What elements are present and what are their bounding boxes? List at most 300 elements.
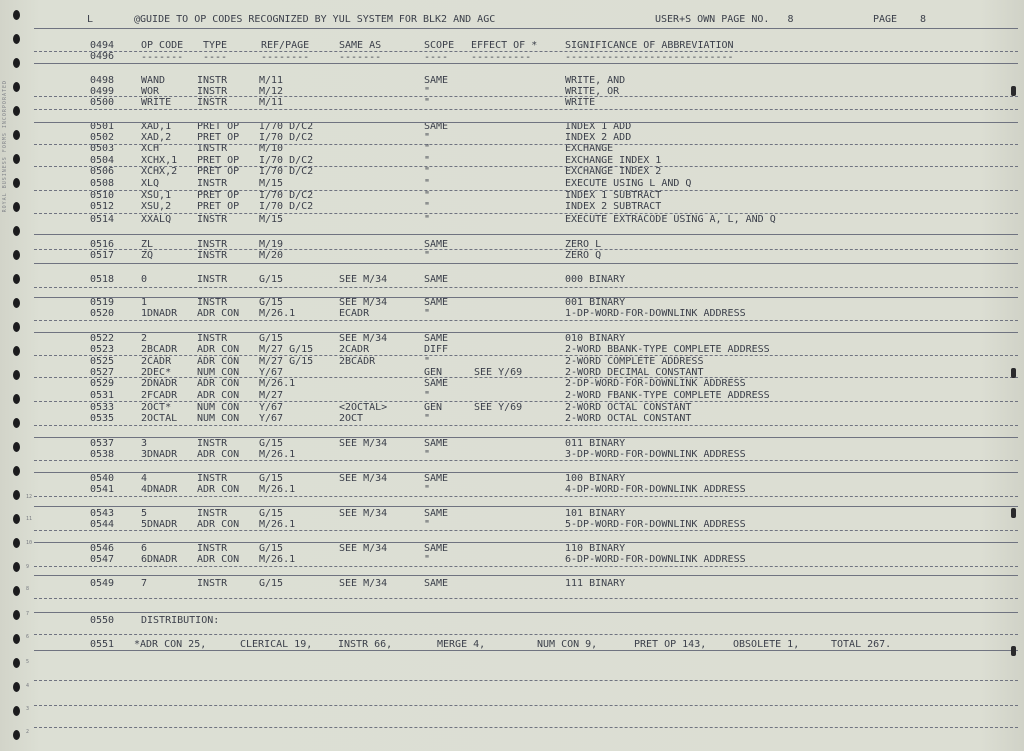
- tractor-hole: [13, 586, 20, 596]
- form-rule: [34, 355, 1018, 356]
- row-significance: EXECUTE EXTRACODE USING A, L, AND Q: [565, 214, 776, 225]
- row-scope: ": [424, 390, 431, 401]
- dash-effect: ----------: [471, 52, 532, 63]
- row-ref: I/70 D/C2: [259, 166, 314, 177]
- page-number: 8: [920, 14, 927, 25]
- row-number: 0525: [90, 356, 115, 367]
- row-type: ADR CON: [197, 378, 240, 389]
- row-type: ADR CON: [197, 356, 240, 367]
- row-type: INSTR: [197, 239, 228, 250]
- row-scope: SAME: [424, 473, 449, 484]
- row-number: 0540: [90, 473, 115, 484]
- row-type: INSTR: [197, 274, 228, 285]
- row-scope: ": [424, 554, 431, 565]
- row-significance: ZERO L: [565, 239, 602, 250]
- row-significance: WRITE, AND: [565, 75, 626, 86]
- tractor-hole: [13, 538, 20, 548]
- tractor-hole: [13, 34, 20, 44]
- tractor-hole: [13, 634, 20, 644]
- dash-scope: ----: [424, 52, 449, 63]
- row-same-as: SEE M/34: [339, 438, 388, 449]
- row-type: NUM CON: [197, 413, 240, 424]
- row-scope: ": [424, 214, 431, 225]
- form-rule: [34, 122, 1018, 123]
- row-type: INSTR: [197, 297, 228, 308]
- distribution-label: DISTRIBUTION:: [141, 615, 220, 626]
- tractor-hole: [13, 418, 20, 428]
- form-rule: [34, 634, 1018, 635]
- row-type: INSTR: [197, 75, 228, 86]
- row-number: 0506: [90, 166, 115, 177]
- row-ref: Y/67: [259, 413, 284, 424]
- form-rule: [34, 297, 1018, 298]
- row-same-as: SEE M/34: [339, 508, 388, 519]
- row-number: 0510: [90, 190, 115, 201]
- tractor-hole: [13, 514, 20, 524]
- form-rule: [34, 612, 1018, 613]
- row-opcode: 2OCTAL: [141, 413, 178, 424]
- row-significance: 4-DP-WORD-FOR-DOWNLINK ADDRESS: [565, 484, 746, 495]
- row-same-as: SEE M/34: [339, 578, 388, 589]
- row-scope: GEN: [424, 402, 443, 413]
- right-edge-mark: [1011, 646, 1016, 656]
- row-number: 0544: [90, 519, 115, 530]
- row-scope: ": [424, 484, 431, 495]
- form-rule: [34, 109, 1018, 110]
- row-ref: G/15: [259, 274, 284, 285]
- tractor-hole: [13, 442, 20, 452]
- row-number: 0538: [90, 449, 115, 460]
- total-pret-op: PRET OP 143,: [634, 639, 707, 650]
- row-significance: WRITE: [565, 97, 596, 108]
- row-type: ADR CON: [197, 484, 240, 495]
- row-type: INSTR: [197, 473, 228, 484]
- row-number: 0529: [90, 378, 115, 389]
- row-type: INSTR: [197, 97, 228, 108]
- distribution-number: 0550: [90, 615, 115, 626]
- tractor-hole: [13, 706, 20, 716]
- form-rule: [34, 472, 1018, 473]
- row-significance: 2-DP-WORD-FOR-DOWNLINK ADDRESS: [565, 378, 746, 389]
- tractor-hole: [13, 106, 20, 116]
- row-number: 0531: [90, 390, 115, 401]
- row-opcode: 2FCADR: [141, 390, 178, 401]
- row-scope: ": [424, 250, 431, 261]
- form-rule: [34, 287, 1018, 288]
- row-opcode: WAND: [141, 75, 166, 86]
- row-significance: 6-DP-WORD-FOR-DOWNLINK ADDRESS: [565, 554, 746, 565]
- row-opcode: 4: [141, 473, 148, 484]
- row-significance: 5-DP-WORD-FOR-DOWNLINK ADDRESS: [565, 519, 746, 530]
- row-number: 0522: [90, 333, 115, 344]
- row-significance: 000 BINARY: [565, 274, 626, 285]
- row-type: ADR CON: [197, 390, 240, 401]
- row-significance: 110 BINARY: [565, 543, 626, 554]
- row-ref: M/26.1: [259, 308, 296, 319]
- row-significance: INDEX 2 SUBTRACT: [565, 201, 662, 212]
- row-scope: SAME: [424, 378, 449, 389]
- tractor-hole: [13, 58, 20, 68]
- row-opcode: 2CADR: [141, 356, 172, 367]
- row-number: 0549: [90, 578, 115, 589]
- row-type: INSTR: [197, 86, 228, 97]
- row-scope: SAME: [424, 75, 449, 86]
- row-scope: SAME: [424, 297, 449, 308]
- row-significance: 111 BINARY: [565, 578, 626, 589]
- col-scope: SCOPE: [424, 40, 455, 51]
- total-count: TOTAL 267.: [831, 639, 892, 650]
- row-same-as: SEE M/34: [339, 333, 388, 344]
- form-rule: [34, 249, 1018, 250]
- row-scope: SAME: [424, 578, 449, 589]
- row-scope: SAME: [424, 508, 449, 519]
- form-rule: [34, 332, 1018, 333]
- row-opcode: XLQ: [141, 178, 160, 189]
- row-number: 0533: [90, 402, 115, 413]
- row-number: 0498: [90, 75, 115, 86]
- row-scope: ": [424, 449, 431, 460]
- row-significance: EXCHANGE INDEX 2: [565, 166, 662, 177]
- row-opcode: 2BCADR: [141, 344, 178, 355]
- row-ref: M/11: [259, 75, 284, 86]
- row-opcode: 3DNADR: [141, 449, 178, 460]
- row-ref: M/15: [259, 178, 284, 189]
- row-ref: Y/67: [259, 367, 284, 378]
- row-same-as: <2OCTAL>: [339, 402, 388, 413]
- form-rule: [34, 166, 1018, 167]
- form-rule: [34, 51, 1018, 52]
- col-effect: EFFECT OF *: [471, 40, 538, 51]
- row-ref: I/70 D/C2: [259, 155, 314, 166]
- row-significance: INDEX 1 SUBTRACT: [565, 190, 662, 201]
- form-rule: [34, 190, 1018, 191]
- row-scope: ": [424, 190, 431, 201]
- form-rule: [34, 575, 1018, 576]
- row-opcode: 4DNADR: [141, 484, 178, 495]
- tractor-hole: [13, 322, 20, 332]
- row-opcode: 1DNADR: [141, 308, 178, 319]
- row-opcode: 6DNADR: [141, 554, 178, 565]
- form-rule: [34, 496, 1018, 497]
- row-number: 0514: [90, 214, 115, 225]
- dash-type: ----: [203, 52, 228, 63]
- row-opcode: XSU,1: [141, 190, 172, 201]
- tractor-hole: [13, 274, 20, 284]
- tractor-hole: [13, 298, 20, 308]
- row-ref: G/15: [259, 543, 284, 554]
- row-scope: SAME: [424, 239, 449, 250]
- right-edge-mark: [1011, 86, 1016, 96]
- margin-line-number: 5: [26, 659, 30, 665]
- row-opcode: 2OCT*: [141, 402, 172, 413]
- row-effect: SEE Y/69: [474, 367, 523, 378]
- row-number: 0516: [90, 239, 115, 250]
- row-scope: SAME: [424, 121, 449, 132]
- right-edge-mark: [1011, 368, 1016, 378]
- row-significance: 2-WORD BBANK-TYPE COMPLETE ADDRESS: [565, 344, 770, 355]
- tractor-hole: [13, 490, 20, 500]
- form-rule: [34, 598, 1018, 599]
- tractor-hole: [13, 466, 20, 476]
- form-rule: [34, 460, 1018, 461]
- margin-line-number: 3: [26, 706, 30, 712]
- row-same-as: SEE M/34: [339, 274, 388, 285]
- tractor-hole: [13, 610, 20, 620]
- row-ref: G/15: [259, 508, 284, 519]
- row-number: 0503: [90, 143, 115, 154]
- form-rule: [34, 63, 1018, 64]
- tractor-hole: [13, 346, 20, 356]
- row-ref: M/26.1: [259, 519, 296, 530]
- form-rule: [34, 234, 1018, 235]
- row-opcode: 5DNADR: [141, 519, 178, 530]
- margin-line-number: 8: [26, 586, 30, 592]
- dash-number: 0496: [90, 51, 115, 62]
- row-significance: ZERO Q: [565, 250, 602, 261]
- form-rule: [34, 425, 1018, 426]
- col-opcode: OP CODE: [141, 40, 184, 51]
- row-ref: I/70 D/C2: [259, 132, 314, 143]
- row-scope: SAME: [424, 333, 449, 344]
- row-significance: EXCHANGE: [565, 143, 614, 154]
- row-opcode: 2: [141, 333, 148, 344]
- row-type: INSTR: [197, 214, 228, 225]
- page-letter: L: [87, 14, 94, 25]
- row-type: ADR CON: [197, 449, 240, 460]
- tractor-hole: [13, 394, 20, 404]
- row-ref: M/26.1: [259, 449, 296, 460]
- margin-line-number: 12: [26, 494, 33, 500]
- row-scope: ": [424, 97, 431, 108]
- row-scope: ": [424, 308, 431, 319]
- tractor-hole: [13, 658, 20, 668]
- row-significance: 1-DP-WORD-FOR-DOWNLINK ADDRESS: [565, 308, 746, 319]
- row-number: 0547: [90, 554, 115, 565]
- row-scope: SAME: [424, 274, 449, 285]
- row-number: 0546: [90, 543, 115, 554]
- total-merge: MERGE 4,: [437, 639, 486, 650]
- row-type: INSTR: [197, 143, 228, 154]
- row-ref: I/70 D/C2: [259, 201, 314, 212]
- row-ref: M/26.1: [259, 484, 296, 495]
- row-opcode: XAD,1: [141, 121, 172, 132]
- form-rule: [34, 144, 1018, 145]
- tractor-hole: [13, 370, 20, 380]
- row-type: ADR CON: [197, 554, 240, 565]
- dash-significance: ----------------------------: [565, 52, 734, 63]
- row-type: INSTR: [197, 543, 228, 554]
- row-number: 0504: [90, 155, 115, 166]
- row-scope: ": [424, 201, 431, 212]
- tractor-hole: [13, 178, 20, 188]
- row-number: 0502: [90, 132, 115, 143]
- row-same-as: SEE M/34: [339, 297, 388, 308]
- form-rule: [34, 263, 1018, 264]
- row-opcode: XXALQ: [141, 214, 172, 225]
- row-significance: 2-WORD OCTAL CONSTANT: [565, 413, 692, 424]
- row-scope: ": [424, 86, 431, 97]
- tractor-hole: [13, 154, 20, 164]
- row-number: 0499: [90, 86, 115, 97]
- margin-line-number: 10: [26, 540, 33, 546]
- row-opcode: 2DNADR: [141, 378, 178, 389]
- row-scope: SAME: [424, 543, 449, 554]
- row-type: INSTR: [197, 578, 228, 589]
- row-significance: 011 BINARY: [565, 438, 626, 449]
- row-ref: M/12: [259, 86, 284, 97]
- totals-number: 0551: [90, 639, 115, 650]
- tractor-hole: [13, 730, 20, 740]
- row-opcode: 5: [141, 508, 148, 519]
- row-type: NUM CON: [197, 402, 240, 413]
- row-number: 0512: [90, 201, 115, 212]
- row-ref: Y/67: [259, 402, 284, 413]
- row-number: 0527: [90, 367, 115, 378]
- row-opcode: 2DEC*: [141, 367, 172, 378]
- row-ref: M/11: [259, 97, 284, 108]
- row-significance: 2-WORD OCTAL CONSTANT: [565, 402, 692, 413]
- row-ref: M/26.1: [259, 378, 296, 389]
- row-opcode: ZQ: [141, 250, 154, 261]
- row-type: ADR CON: [197, 308, 240, 319]
- row-opcode: XCHX,2: [141, 166, 178, 177]
- row-scope: ": [424, 166, 431, 177]
- form-rule: [34, 680, 1018, 681]
- margin-line-number: 9: [26, 564, 30, 570]
- row-type: INSTR: [197, 178, 228, 189]
- row-scope: ": [424, 132, 431, 143]
- row-type: PRET OP: [197, 201, 240, 212]
- total-clerical: CLERICAL 19,: [240, 639, 313, 650]
- row-type: PRET OP: [197, 190, 240, 201]
- row-effect: SEE Y/69: [474, 402, 523, 413]
- row-ref: I/70 D/C2: [259, 190, 314, 201]
- dash-same-as: -------: [339, 52, 382, 63]
- form-rule: [34, 377, 1018, 378]
- row-ref: G/15: [259, 578, 284, 589]
- row-significance: 2-WORD COMPLETE ADDRESS: [565, 356, 704, 367]
- user-page-number: USER+S OWN PAGE NO. 8: [655, 14, 794, 25]
- row-scope: SAME: [424, 438, 449, 449]
- row-significance: EXCHANGE INDEX 1: [565, 155, 662, 166]
- row-opcode: XCH: [141, 143, 160, 154]
- form-rule: [34, 28, 1018, 29]
- row-ref: M/27 G/15: [259, 356, 314, 367]
- margin-line-number: 7: [26, 611, 30, 617]
- row-opcode: 3: [141, 438, 148, 449]
- row-scope: ": [424, 413, 431, 424]
- row-ref: G/15: [259, 297, 284, 308]
- row-opcode: XCHX,1: [141, 155, 178, 166]
- row-number: 0537: [90, 438, 115, 449]
- row-ref: M/26.1: [259, 554, 296, 565]
- row-number: 0523: [90, 344, 115, 355]
- tractor-hole: [13, 250, 20, 260]
- margin-line-number: 2: [26, 729, 30, 735]
- tractor-hole: [13, 682, 20, 692]
- row-type: NUM CON: [197, 367, 240, 378]
- right-edge-mark: [1011, 508, 1016, 518]
- row-scope: ": [424, 178, 431, 189]
- row-type: INSTR: [197, 333, 228, 344]
- row-type: ADR CON: [197, 344, 240, 355]
- row-type: PRET OP: [197, 121, 240, 132]
- row-scope: ": [424, 519, 431, 530]
- row-significance: 101 BINARY: [565, 508, 626, 519]
- row-opcode: 1: [141, 297, 148, 308]
- page-title: @GUIDE TO OP CODES RECOGNIZED BY YUL SYSTEM FOR BLK2 AND AGC: [134, 14, 496, 25]
- row-opcode: XAD,2: [141, 132, 172, 143]
- row-scope: DIFF: [424, 344, 449, 355]
- row-significance: 2-WORD DECIMAL CONSTANT: [565, 367, 704, 378]
- row-number: 0543: [90, 508, 115, 519]
- row-scope: ": [424, 143, 431, 154]
- row-ref: I/70 D/C2: [259, 121, 314, 132]
- row-scope: ": [424, 155, 431, 166]
- form-rule: [34, 566, 1018, 567]
- row-number: 0518: [90, 274, 115, 285]
- tractor-hole: [13, 130, 20, 140]
- dash-ref: --------: [261, 52, 310, 63]
- row-significance: 100 BINARY: [565, 473, 626, 484]
- margin-imprint: ROYAL BUSINESS FORMS INCORPORATED: [2, 80, 8, 213]
- dash-opcode: -------: [141, 52, 184, 63]
- tractor-hole: [13, 562, 20, 572]
- row-ref: G/15: [259, 473, 284, 484]
- row-significance: 2-WORD FBANK-TYPE COMPLETE ADDRESS: [565, 390, 770, 401]
- row-ref: M/10: [259, 143, 284, 154]
- tractor-hole: [13, 82, 20, 92]
- row-significance: EXECUTE USING L AND Q: [565, 178, 692, 189]
- row-number: 0541: [90, 484, 115, 495]
- row-type: ADR CON: [197, 519, 240, 530]
- row-type: PRET OP: [197, 132, 240, 143]
- form-rule: [34, 530, 1018, 531]
- form-rule: [34, 320, 1018, 321]
- row-type: INSTR: [197, 438, 228, 449]
- col-number: 0494: [90, 40, 115, 51]
- form-rule: [34, 96, 1018, 97]
- row-ref: M/19: [259, 239, 284, 250]
- row-significance: INDEX 2 ADD: [565, 132, 632, 143]
- row-number: 0500: [90, 97, 115, 108]
- page-label: PAGE: [873, 14, 898, 25]
- row-significance: WRITE, OR: [565, 86, 620, 97]
- row-opcode: WRITE: [141, 97, 172, 108]
- row-ref: M/20: [259, 250, 284, 261]
- form-rule: [34, 437, 1018, 438]
- row-number: 0519: [90, 297, 115, 308]
- row-number: 0501: [90, 121, 115, 132]
- row-ref: M/27 G/15: [259, 344, 314, 355]
- row-scope: ": [424, 356, 431, 367]
- row-opcode: 7: [141, 578, 148, 589]
- row-number: 0508: [90, 178, 115, 189]
- margin-line-number: 11: [26, 516, 33, 522]
- row-same-as: SEE M/34: [339, 543, 388, 554]
- row-opcode: WOR: [141, 86, 160, 97]
- row-opcode: XSU,2: [141, 201, 172, 212]
- col-ref: REF/PAGE: [261, 40, 310, 51]
- row-same-as: 2CADR: [339, 344, 370, 355]
- row-significance: 3-DP-WORD-FOR-DOWNLINK ADDRESS: [565, 449, 746, 460]
- row-scope: GEN: [424, 367, 443, 378]
- row-type: PRET OP: [197, 166, 240, 177]
- row-ref: M/27: [259, 390, 284, 401]
- total-adr-con: *ADR CON 25,: [134, 639, 207, 650]
- tractor-hole: [13, 10, 20, 20]
- col-same-as: SAME AS: [339, 40, 382, 51]
